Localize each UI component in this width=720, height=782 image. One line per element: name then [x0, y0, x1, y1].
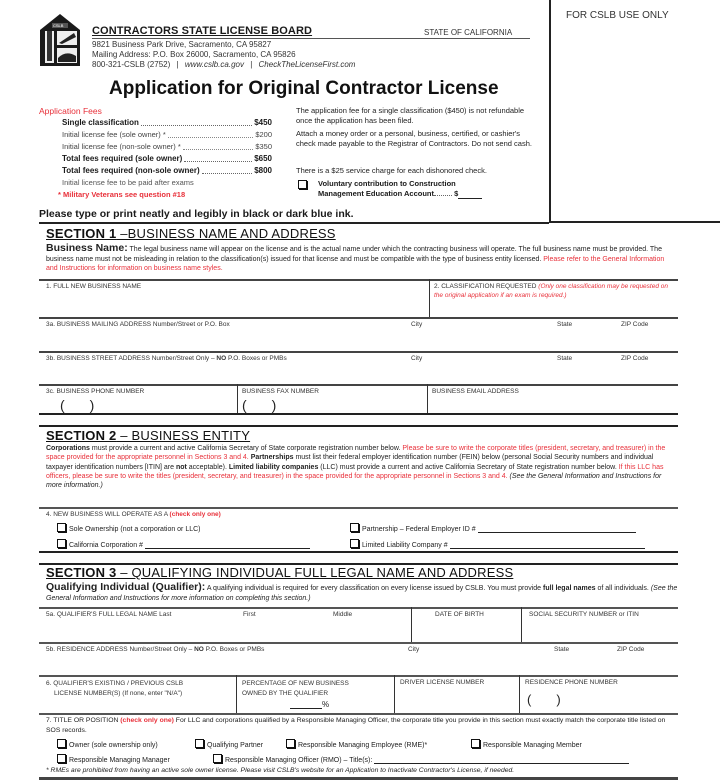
section1-bottom-rule [39, 413, 678, 415]
logo-text: CSLB [53, 23, 64, 28]
mailing-city-label: City [411, 321, 423, 328]
residence-city-label: City [408, 646, 420, 653]
residence-address-input[interactable] [46, 656, 676, 674]
checkbox[interactable] [286, 739, 295, 748]
ownership-percentage-label: PERCENTAGE OF NEW BUSINESS OWNED BY THE QUALIFIER [242, 680, 349, 697]
page-title: Application for Original Contractor License [109, 78, 499, 99]
business-name-instructions: Business Name: The legal business name will appear on the license and is the actual name under which the contracting business will operate. The full business name must be provided. The business name must not be misleading in relation to the classification(s) issued for that license and must be compatible with the type of business entity licensed. Please refer to the General Information and Instructions for information on business name styles. [46, 242, 665, 272]
option-sole-ownership[interactable]: Sole Ownership (not a corporation or LLC) [57, 523, 201, 533]
street-city-label: City [411, 355, 423, 362]
divider [429, 279, 430, 317]
divider [39, 384, 678, 386]
option-rme[interactable]: Responsible Managing Employee (RME)* [286, 739, 427, 749]
fees-right-p3: There is a $25 service charge for each dishonored check. [296, 166, 487, 175]
section3-bottom-rule [39, 777, 678, 780]
business-phone-label: 3c. BUSINESS PHONE NUMBER [46, 388, 145, 395]
voluntary-amount-field[interactable] [458, 190, 482, 199]
divider [39, 317, 678, 319]
website-link[interactable]: www.cslb.ca.gov [184, 60, 244, 69]
residence-zip-label: ZIP Code [617, 646, 645, 653]
street-address-label: 3b. BUSINESS STREET ADDRESS Number/Street Only – NO P.O. Boxes or PMBs [46, 355, 287, 362]
mailing-zip-label: ZIP Code [621, 321, 649, 328]
qualifier-instructions: Qualifying Individual (Qualifier): A qualifying individual is required for every classification on every license issued by CSLB. You must provide full legal names of all individuals. (See the General Information and Instructions for more information on completing this section.) [46, 581, 678, 602]
ownership-percentage-field[interactable]: % [290, 700, 329, 709]
driver-license-input[interactable] [400, 690, 515, 710]
divider [394, 675, 395, 713]
divider [39, 607, 678, 609]
fees-right-p1: The application fee for a single classification ($450) is not refundable once the application has been filed. [296, 106, 525, 125]
fees-right-p2: Attach a money order or a personal, business, certified, or cashier's check made payable to the Registrar of Contractors. Do not send cash. [296, 129, 532, 148]
option-partnership[interactable]: Partnership – Federal Employer ID # [350, 523, 636, 533]
fee-row: Initial license fee (sole owner) * $200 [62, 130, 272, 139]
full-business-name-label: 1. FULL NEW BUSINESS NAME [46, 283, 142, 290]
divider [39, 713, 678, 715]
fees-table [62, 118, 272, 178]
business-email-input[interactable] [432, 397, 676, 413]
section2-bottom-rule [39, 551, 678, 553]
ssn-input[interactable] [526, 621, 676, 639]
contact-phone: 800-321-CSLB (2752) [92, 60, 171, 69]
rmo-title-field[interactable] [374, 755, 629, 764]
california-corporation-number-field[interactable] [145, 540, 310, 549]
business-entity-instructions: Corporations must provide a current and active California Secretary of State corporate registration number below. Please be sure to write the corporate titles (president, secretary, and treasurer) in the space provided for the appropriate personnel in Sections 3 and 4. Partnerships must list their federal employer identification number (FEIN) below (personal Social Security numbers and individual taxpayer identification numbers [ITIN] are not acceptable). Limited liability companies (LLC) must provide a current and active California Secretary of State registration number below. If this LLC has officers, please be sure to write the titles (president, secretary, and treasurer) in the space provided for the appropriate personnel in Sections 3 and 4. (See the General Information and Instructions for more information.) [46, 445, 666, 490]
checkbox[interactable] [471, 739, 480, 748]
section2-top-rule [39, 425, 678, 427]
cslb-box-left-border [549, 0, 551, 222]
option-llc[interactable]: Limited Liability Company # [350, 539, 645, 549]
checkbox[interactable] [57, 754, 66, 763]
divider [39, 507, 678, 509]
checkbox[interactable] [57, 739, 66, 748]
checkbox[interactable] [213, 754, 222, 763]
contact-line: 800-321-CSLB (2752) | www.cslb.ca.gov | CheckTheLicenseFirst.com [92, 60, 356, 69]
state-label: STATE OF CALIFORNIA [424, 28, 513, 37]
option-california-corporation[interactable]: California Corporation # [57, 539, 310, 549]
fee-row: Total fees required (sole owner) $650 [62, 154, 272, 163]
instruction-rule [39, 222, 549, 224]
header-rule [92, 38, 530, 39]
divider [427, 384, 428, 414]
business-email-label: BUSINESS EMAIL ADDRESS [432, 388, 519, 395]
fees-heading: Application Fees [39, 106, 102, 116]
option-qualifying-partner[interactable]: Qualifying Partner [195, 739, 263, 749]
cslb-use-only-label: FOR CSLB USE ONLY [566, 10, 669, 21]
street-address-input[interactable] [46, 365, 676, 383]
qualifier-name-input[interactable] [46, 621, 406, 639]
agency-name: CONTRACTORS STATE LICENSE BOARD [92, 25, 313, 37]
classification-input[interactable] [434, 300, 674, 316]
mailing-address-label: 3a. BUSINESS MAILING ADDRESS Number/Street or P.O. Box [46, 321, 230, 328]
title-position-label: 7. TITLE OR POSITION (check only one) For LLC and corporations qualified by a Responsible Managing Officer, the corporate title you provide in this section must exactly match the corporate title listed on SOS records. [46, 717, 666, 734]
fee-row: Total fees required (non-sole owner) $800 [62, 166, 272, 175]
divider [411, 607, 412, 642]
divider [237, 384, 238, 414]
divider [236, 675, 237, 713]
checkbox[interactable] [350, 523, 359, 532]
address-line-2: Mailing Address: P.O. Box 26000, Sacramento, CA 95826 [92, 50, 296, 59]
driver-license-label: DRIVER LICENSE NUMBER [400, 679, 485, 686]
qualifier-name-label: 5a. QUALIFIER'S FULL LEGAL NAME Last [46, 611, 172, 618]
divider [519, 675, 520, 713]
divider [521, 607, 522, 642]
option-rmo[interactable]: Responsible Managing Officer (RMO) – Title(s): [213, 754, 629, 764]
fee-row: Single classification $450 [62, 118, 272, 127]
checkbox[interactable] [195, 739, 204, 748]
house-logo-icon [40, 14, 80, 66]
middle-name-label: Middle [333, 611, 353, 618]
voluntary-contribution-label: Voluntary contribution to Construction Management Education Account $ [318, 179, 482, 199]
fee-row: Initial license fee (non-sole owner) * $350 [62, 142, 272, 151]
divider [39, 351, 678, 353]
divider [39, 642, 678, 644]
rme-footnote: * RMEs are prohibited from having an active sole owner license. Please visit CSLB's website for an Application to Inactivate Contractor's License, if needed. [46, 767, 515, 774]
llc-number-field[interactable] [450, 540, 645, 549]
residence-phone-label: RESIDENCE PHONE NUMBER [525, 679, 618, 686]
checkbox[interactable] [57, 539, 66, 548]
option-responsible-managing-manager[interactable]: Responsible Managing Manager [57, 754, 170, 764]
residence-state-label: State [554, 646, 570, 653]
section1-title: SECTION 1 –BUSINESS NAME AND ADDRESS [46, 226, 336, 241]
check-license-link[interactable]: CheckTheLicenseFirst.com [258, 60, 356, 69]
checkbox[interactable] [57, 523, 66, 532]
business-fax-input[interactable]: ( ) [242, 397, 277, 413]
date-of-birth-label: DATE OF BIRTH [435, 611, 484, 618]
ink-instruction: Please type or print neatly and legibly in black or dark blue ink. [39, 208, 354, 220]
option-owner[interactable]: Owner (sole ownership only) [57, 739, 158, 749]
mailing-address-input[interactable] [46, 331, 676, 349]
existing-license-label: 6. QUALIFIER'S EXISTING / PREVIOUS CSLB LICENSE NUMBER(S) (If none, enter "N/A") [46, 680, 184, 697]
street-state-label: State [557, 355, 573, 362]
address-line-1: 9821 Business Park Drive, Sacramento, CA 95827 [92, 40, 272, 49]
mailing-state-label: State [557, 321, 573, 328]
date-of-birth-input[interactable] [414, 621, 519, 639]
cslb-logo [40, 14, 80, 66]
checkbox[interactable] [350, 539, 359, 548]
business-phone-input[interactable]: ( ) [60, 397, 95, 413]
fees-note: Initial license fee to be paid after exams [62, 178, 194, 187]
section3-title: SECTION 3 – QUALIFYING INDIVIDUAL FULL LEGAL NAME AND ADDRESS [46, 565, 514, 580]
residence-phone-input[interactable]: ( ) [527, 692, 561, 707]
divider [39, 675, 678, 677]
divider [39, 279, 678, 281]
residence-address-label: 5b. RESIDENCE ADDRESS Number/Street Only – NO P.O. Boxes or PMBs [46, 646, 265, 653]
section2-title: SECTION 2 – BUSINESS ENTITY [46, 428, 251, 443]
full-business-name-input[interactable] [46, 292, 426, 316]
federal-employer-id-field[interactable] [478, 524, 636, 533]
classification-label: 2. CLASSIFICATION REQUESTED (Only one classification may be requested on the original application if an exam is required.) [434, 283, 668, 299]
option-responsible-managing-member[interactable]: Responsible Managing Member [471, 739, 582, 749]
entity-type-label: 4. NEW BUSINESS WILL OPERATE AS A (check only one) [46, 511, 221, 518]
business-fax-label: BUSINESS FAX NUMBER [242, 388, 319, 395]
voluntary-contribution-checkbox[interactable] [298, 180, 307, 189]
cslb-box-bottom-border [549, 221, 720, 223]
street-zip-label: ZIP Code [621, 355, 649, 362]
first-name-label: First [243, 611, 256, 618]
ssn-label: SOCIAL SECURITY NUMBER or ITIN [529, 611, 639, 618]
veterans-note: * Military Veterans see question #18 [58, 190, 186, 199]
